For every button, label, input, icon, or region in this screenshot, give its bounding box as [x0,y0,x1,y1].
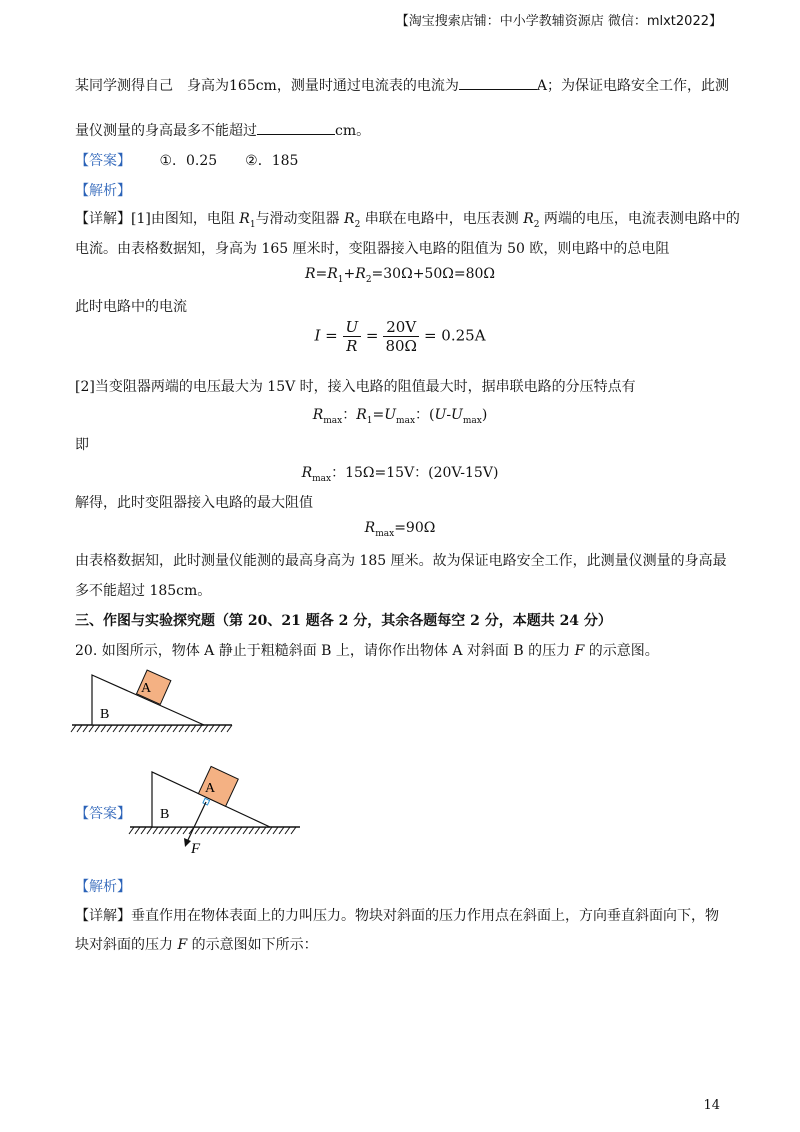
question-text: 的示意图。 [584,643,659,659]
numerator: U [343,318,362,337]
numerator: 20V [383,318,419,337]
force-arrow-head [184,838,191,847]
detail-19-line-6: 解得，此时变阻器接入电路的最大阻值 [75,495,313,511]
question-text: cm。 [335,123,371,139]
fraction-values [383,318,419,355]
detail-19-line-2: 电流。由表格数据知，身高为 165 厘米时，变阻器接入电路的阻值为 50 欧，则电路中的总电阻 [75,241,670,257]
equation-total-resistance: $R=R_1+R_2=30\Omega+50\Omega=80\Omega$ [304,266,496,285]
equation-ratio-values: $R_{max}$：15Ω=15V：(20V-15V) [301,465,499,484]
detail-tag: 【详解】 [75,908,131,924]
ground-hatch [71,725,232,732]
detail-text: 的示意图如下所示： [187,937,318,953]
question-line-1 [75,75,729,95]
equation-text: =90Ω [394,520,436,536]
detail-19-line-4: [2]当变阻器两端的电压最大为 15V 时，接入电路的阻值最大时，据串联电路的分压特点有 [75,379,636,395]
detail-text: 垂直作用在物体表面上的力叫压力。物块对斜面的压力作用点在斜面上，方向垂直斜面向下，物 [131,908,719,924]
question-line-2 [75,120,370,140]
analysis-tag: 【解析】 [75,183,131,199]
detail-tag: 【详解】 [75,211,131,227]
detail-19-line-1: 【详解】[1]由图知，电阻 $R_1$与滑动变阻器 $R_2$ 串联在电路中，电压表测 $R_2$ 两端的电压，电流表测电路中的 [75,211,740,230]
answer-19 [75,150,298,170]
force-label: F [191,841,201,857]
detail-text: 两端的电压，电流表测电路中的 [539,211,740,227]
question-text: 20. 如图所示，物体 A 静止于粗糙斜面 B 上，请你作出物体 A 对斜面 B 的压力 [75,643,575,659]
detail-19-line-7: 由表格数据知，此时测量仪能测的最高身高为 185 厘米。故为保证电路安全工作，此测量仪测量的身高最 [75,553,727,569]
answer-blank-2 [257,120,335,135]
equation-result: = 0.25A [423,326,486,345]
detail-20-line-1 [75,905,719,925]
question-text: A；为保证电路安全工作，此测 [536,78,729,94]
ground-hatch [129,827,300,834]
figure-incline-answer [125,760,305,860]
detail-19-line-3: 此时电路中的电流 [75,299,187,315]
detail-text: 串联在电路中，电压表测 [360,211,524,227]
slope-label: B [100,707,110,722]
answer-tag: 【答案】 [75,153,131,169]
page-number: 14 [703,1098,720,1113]
block-label: A [141,681,152,696]
question-text: 量仪测量的身高最多不能超过 [75,123,257,139]
equation-text: =30Ω+50Ω=80Ω [371,266,496,282]
section-title: 三、作图与实验探究题（第 20、21 题各 2 分，其余各题每空 2 分，本题共 24 分） [75,613,612,629]
denominator: 80Ω [385,337,417,355]
answer-text: ①．0.25 ②．185 [159,153,299,169]
equation-text: ：15Ω=15V：(20V-15V) [331,465,499,481]
detail-19-line-8: 多不能超过 185cm。 [75,583,212,599]
page-header: 【淘宝搜索店铺：中小学教辅资源店 微信：mlxt2022】 [395,14,722,29]
equation-current: I = $\frac{U}{R}$ = $\frac{20V}{80\Omega}$ = 0.25A [314,318,486,355]
equation-rmax: $R_{max}=90\Omega$ [364,520,436,539]
equation-ratio: $R_{max}$：$R_1=U_{max}$：$(U-U_{max})$ [312,407,488,426]
question-text: 某同学测得自己 身高为165cm，测量时通过电流表的电流为 [75,78,459,94]
fraction-u-r [343,318,362,355]
detail-20-line-2: 块对斜面的压力 F 的示意图如下所示： [75,937,318,953]
figure-incline-question [70,665,235,735]
analysis-tag: 【解析】 [75,879,131,895]
detail-19-line-5: 即 [75,437,89,453]
answer-blank-1 [459,75,537,90]
answer-tag: 【答案】 [75,806,131,822]
slope-label: B [160,807,170,822]
detail-text: 与滑动变阻器 [255,211,345,227]
question-20: 20. 如图所示，物体 A 静止于粗糙斜面 B 上，请你作出物体 A 对斜面 B 的压力 F 的示意图。 [75,643,659,659]
detail-text: 块对斜面的压力 [75,937,178,953]
block-label: A [205,781,216,796]
detail-text: [1]由图知，电阻 [131,211,240,227]
denominator: R [346,337,358,355]
